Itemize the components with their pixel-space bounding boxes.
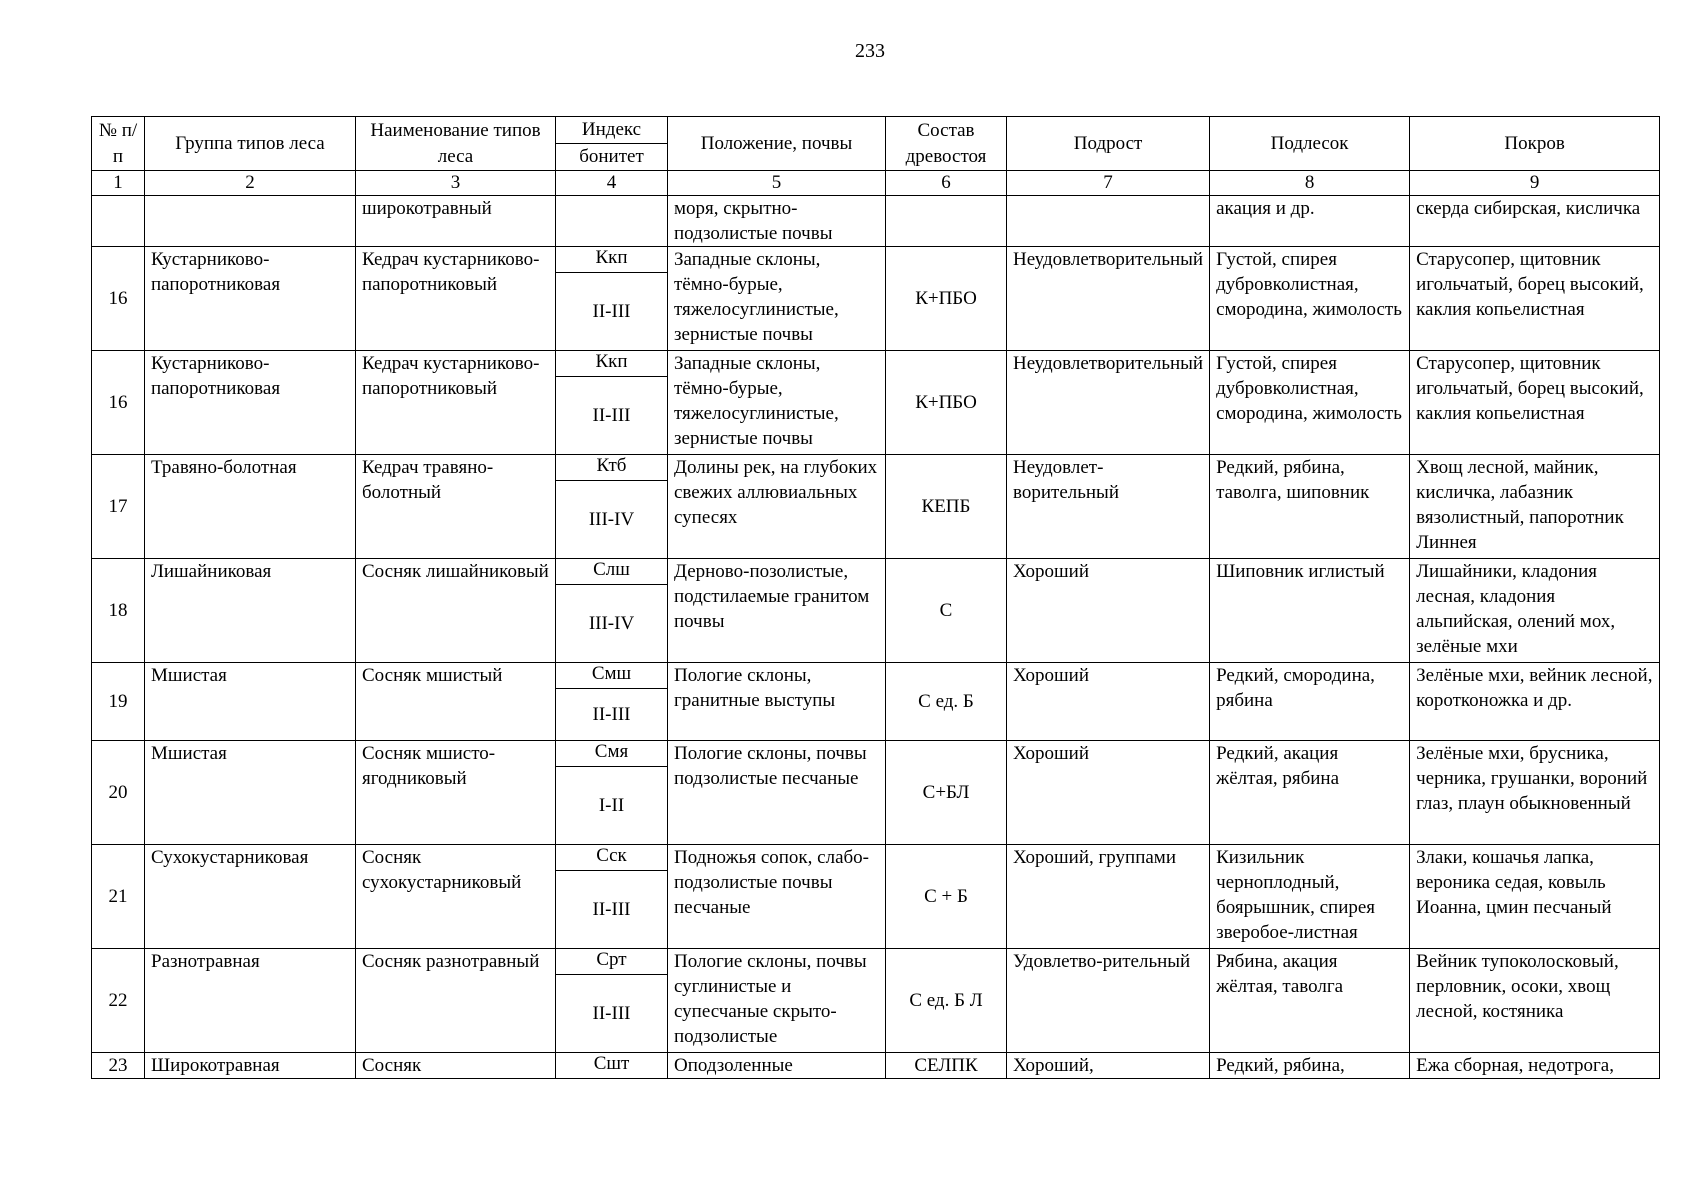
forest-group-cell: Разнотравная bbox=[145, 949, 356, 1053]
index-cell: Срт bbox=[556, 949, 668, 975]
table-row bbox=[92, 351, 1660, 377]
table-row bbox=[92, 741, 1660, 767]
table-row bbox=[92, 455, 1660, 481]
forest-type-name-cell: широкотравный bbox=[356, 196, 556, 247]
header-position-soils: Положение, почвы bbox=[668, 117, 886, 171]
header-undergrowth: Подрост bbox=[1007, 117, 1210, 171]
row-number-cell: 16 bbox=[92, 247, 145, 351]
bonitet-cell: I-II bbox=[556, 767, 668, 845]
column-number: 2 bbox=[145, 171, 356, 196]
header-forest-group: Группа типов леса bbox=[145, 117, 356, 171]
forest-type-name-cell: Сосняк лишайниковый bbox=[356, 559, 556, 663]
forest-type-name-cell: Сосняк мшистый bbox=[356, 663, 556, 741]
stand-composition-cell: С + Б bbox=[886, 845, 1007, 949]
cover-cell: Лишайники, кладония лесная, кладония альпийская, олений мох, зелёные мхи bbox=[1410, 559, 1660, 663]
cover-cell: Ежа сборная, недотрога, bbox=[1410, 1053, 1660, 1079]
position-soils-cell: моря, скрытно-подзолистые почвы bbox=[668, 196, 886, 247]
underbrush-cell: Густой, спирея дубровколистная, смородина, жимолость bbox=[1210, 351, 1410, 455]
forest-group-cell: Кустарниково-папоротниковая bbox=[145, 351, 356, 455]
column-number: 5 bbox=[668, 171, 886, 196]
forest-group-cell: Мшистая bbox=[145, 741, 356, 845]
forest-group-cell: Мшистая bbox=[145, 663, 356, 741]
row-number-cell: 19 bbox=[92, 663, 145, 741]
underbrush-cell: Редкий, рябина, bbox=[1210, 1053, 1410, 1079]
stand-composition-cell: СЕЛПК bbox=[886, 1053, 1007, 1079]
cover-cell: Злаки, кошачья лапка, вероника седая, ковыль Иоанна, цмин песчаный bbox=[1410, 845, 1660, 949]
cover-cell: Зелёные мхи, брусника, черника, грушанки, вороний глаз, плаун обыкновенный bbox=[1410, 741, 1660, 845]
cover-cell: Вейник тупоколосковый, перловник, осоки, хвощ лесной, костяника bbox=[1410, 949, 1660, 1053]
forest-group-cell: Кустарниково-папоротниковая bbox=[145, 247, 356, 351]
position-soils-cell: Пологие склоны, почвы суглинистые и супесчаные скрыто-подзолистые bbox=[668, 949, 886, 1053]
row-number-cell: 21 bbox=[92, 845, 145, 949]
forest-group-cell: Сухокустарниковая bbox=[145, 845, 356, 949]
underbrush-cell: Рябина, акация жёлтая, таволга bbox=[1210, 949, 1410, 1053]
column-number-row bbox=[92, 171, 1660, 196]
index-cell: Ктб bbox=[556, 455, 668, 481]
undergrowth-cell: Хороший bbox=[1007, 741, 1210, 845]
forest-type-name-cell: Сосняк мшисто-ягодниковый bbox=[356, 741, 556, 845]
page-number: 233 bbox=[855, 40, 885, 62]
row-number-cell: 17 bbox=[92, 455, 145, 559]
stand-composition-cell: К+ПБО bbox=[886, 351, 1007, 455]
column-number: 7 bbox=[1007, 171, 1210, 196]
header-bonitet: бонитет bbox=[556, 144, 668, 171]
table-row bbox=[92, 559, 1660, 585]
row-number-cell: 16 bbox=[92, 351, 145, 455]
cover-cell: Старусопер, щитовник игольчатый, борец высокий, каклия копьелистная bbox=[1410, 247, 1660, 351]
position-soils-cell: Долины рек, на глубоких свежих аллювиальных супесях bbox=[668, 455, 886, 559]
table-row bbox=[92, 247, 1660, 273]
underbrush-cell: Редкий, смородина, рябина bbox=[1210, 663, 1410, 741]
forest-type-name-cell: Сосняк сухокустарниковый bbox=[356, 845, 556, 949]
bonitet-cell: II-III bbox=[556, 871, 668, 949]
forest-type-name-cell: Кедрач кустарниково-папоротниковый bbox=[356, 247, 556, 351]
bonitet-cell: II-III bbox=[556, 975, 668, 1053]
forest-group-cell: Широкотравная bbox=[145, 1053, 356, 1079]
undergrowth-cell bbox=[1007, 196, 1210, 247]
row-number-cell: 22 bbox=[92, 949, 145, 1053]
forest-group-cell: Лишайниковая bbox=[145, 559, 356, 663]
cover-cell: Старусопер, щитовник игольчатый, борец высокий, каклия копьелистная bbox=[1410, 351, 1660, 455]
index-cell: Слш bbox=[556, 559, 668, 585]
undergrowth-cell: Хороший, bbox=[1007, 1053, 1210, 1079]
forest-group-cell: Травяно-болотная bbox=[145, 455, 356, 559]
column-number: 9 bbox=[1410, 171, 1660, 196]
position-soils-cell: Подножья сопок, слабо-подзолистые почвы песчаные bbox=[668, 845, 886, 949]
column-number: 8 bbox=[1210, 171, 1410, 196]
bonitet-cell: II-III bbox=[556, 377, 668, 455]
index-cell: Сшт bbox=[556, 1053, 668, 1079]
underbrush-cell: Густой, спирея дубровколистная, смородина, жимолость bbox=[1210, 247, 1410, 351]
cover-cell: Зелёные мхи, вейник лесной, коротконожка и др. bbox=[1410, 663, 1660, 741]
position-soils-cell: Западные склоны, тёмно-бурые, тяжелосуглинистые, зернистые почвы bbox=[668, 351, 886, 455]
header-stand-composition: Состав древостоя bbox=[886, 117, 1007, 171]
stand-composition-cell: КЕПБ bbox=[886, 455, 1007, 559]
forest-type-name-cell: Сосняк bbox=[356, 1053, 556, 1079]
header-index: Индекс bbox=[556, 117, 668, 144]
row-number-cell: 18 bbox=[92, 559, 145, 663]
index-cell: Смш bbox=[556, 663, 668, 689]
undergrowth-cell: Неудовлетворительный bbox=[1007, 247, 1210, 351]
row-number-cell: 20 bbox=[92, 741, 145, 845]
stand-composition-cell bbox=[886, 196, 1007, 247]
row-number-cell bbox=[92, 196, 145, 247]
stand-composition-cell: С+БЛ bbox=[886, 741, 1007, 845]
bonitet-cell: III-IV bbox=[556, 585, 668, 663]
forest-types-table bbox=[91, 116, 1660, 1079]
position-soils-cell: Оподзоленные bbox=[668, 1053, 886, 1079]
undergrowth-cell: Хороший bbox=[1007, 559, 1210, 663]
row-number-cell: 23 bbox=[92, 1053, 145, 1079]
column-number: 3 bbox=[356, 171, 556, 196]
bonitet-cell: II-III bbox=[556, 273, 668, 351]
bonitet-cell: II-III bbox=[556, 689, 668, 741]
index-cell: Ккп bbox=[556, 351, 668, 377]
table-row bbox=[92, 845, 1660, 871]
undergrowth-cell: Хороший bbox=[1007, 663, 1210, 741]
cover-cell: скерда сибирская, кисличка bbox=[1410, 196, 1660, 247]
underbrush-cell: Редкий, акация жёлтая, рябина bbox=[1210, 741, 1410, 845]
forest-group-cell bbox=[145, 196, 356, 247]
position-soils-cell: Дерново-позолистые, подстилаемые гранитом почвы bbox=[668, 559, 886, 663]
stand-composition-cell: С bbox=[886, 559, 1007, 663]
header-cover: Покров bbox=[1410, 117, 1660, 171]
forest-type-name-cell: Кедрач травяно-болотный bbox=[356, 455, 556, 559]
header-forest-type-name: Наименование типов леса bbox=[356, 117, 556, 171]
table-row bbox=[92, 949, 1660, 975]
stand-composition-cell: С ед. Б bbox=[886, 663, 1007, 741]
index-cell: Сск bbox=[556, 845, 668, 871]
header-row bbox=[92, 117, 1660, 144]
undergrowth-cell: Хороший, группами bbox=[1007, 845, 1210, 949]
underbrush-cell: акация и др. bbox=[1210, 196, 1410, 247]
index-cell bbox=[556, 196, 668, 247]
position-soils-cell: Пологие склоны, почвы подзолистые песчаные bbox=[668, 741, 886, 845]
position-soils-cell: Западные склоны, тёмно-бурые, тяжелосуглинистые, зернистые почвы bbox=[668, 247, 886, 351]
cover-cell: Хвощ лесной, майник, кисличка, лабазник вязолистный, папоротник Линнея bbox=[1410, 455, 1660, 559]
header-underbrush: Подлесок bbox=[1210, 117, 1410, 171]
forest-type-name-cell: Сосняк разнотравный bbox=[356, 949, 556, 1053]
underbrush-cell: Шиповник иглистый bbox=[1210, 559, 1410, 663]
table-row bbox=[92, 663, 1660, 689]
position-soils-cell: Пологие склоны, гранитные выступы bbox=[668, 663, 886, 741]
stand-composition-cell: С ед. Б Л bbox=[886, 949, 1007, 1053]
underbrush-cell: Кизильник черноплодный, боярышник, спирея зверобое-листная bbox=[1210, 845, 1410, 949]
header-number: № п/п bbox=[92, 117, 145, 171]
column-number: 1 bbox=[92, 171, 145, 196]
index-cell: Смя bbox=[556, 741, 668, 767]
bonitet-cell: III-IV bbox=[556, 481, 668, 559]
undergrowth-cell: Неудовлет-ворительный bbox=[1007, 455, 1210, 559]
forest-type-name-cell: Кедрач кустарниково-папоротниковый bbox=[356, 351, 556, 455]
index-cell: Ккп bbox=[556, 247, 668, 273]
undergrowth-cell: Удовлетво-рительный bbox=[1007, 949, 1210, 1053]
table-row bbox=[92, 196, 1660, 247]
column-number: 4 bbox=[556, 171, 668, 196]
table-row bbox=[92, 1053, 1660, 1079]
column-number: 6 bbox=[886, 171, 1007, 196]
underbrush-cell: Редкий, рябина, таволга, шиповник bbox=[1210, 455, 1410, 559]
undergrowth-cell: Неудовлетворительный bbox=[1007, 351, 1210, 455]
stand-composition-cell: К+ПБО bbox=[886, 247, 1007, 351]
